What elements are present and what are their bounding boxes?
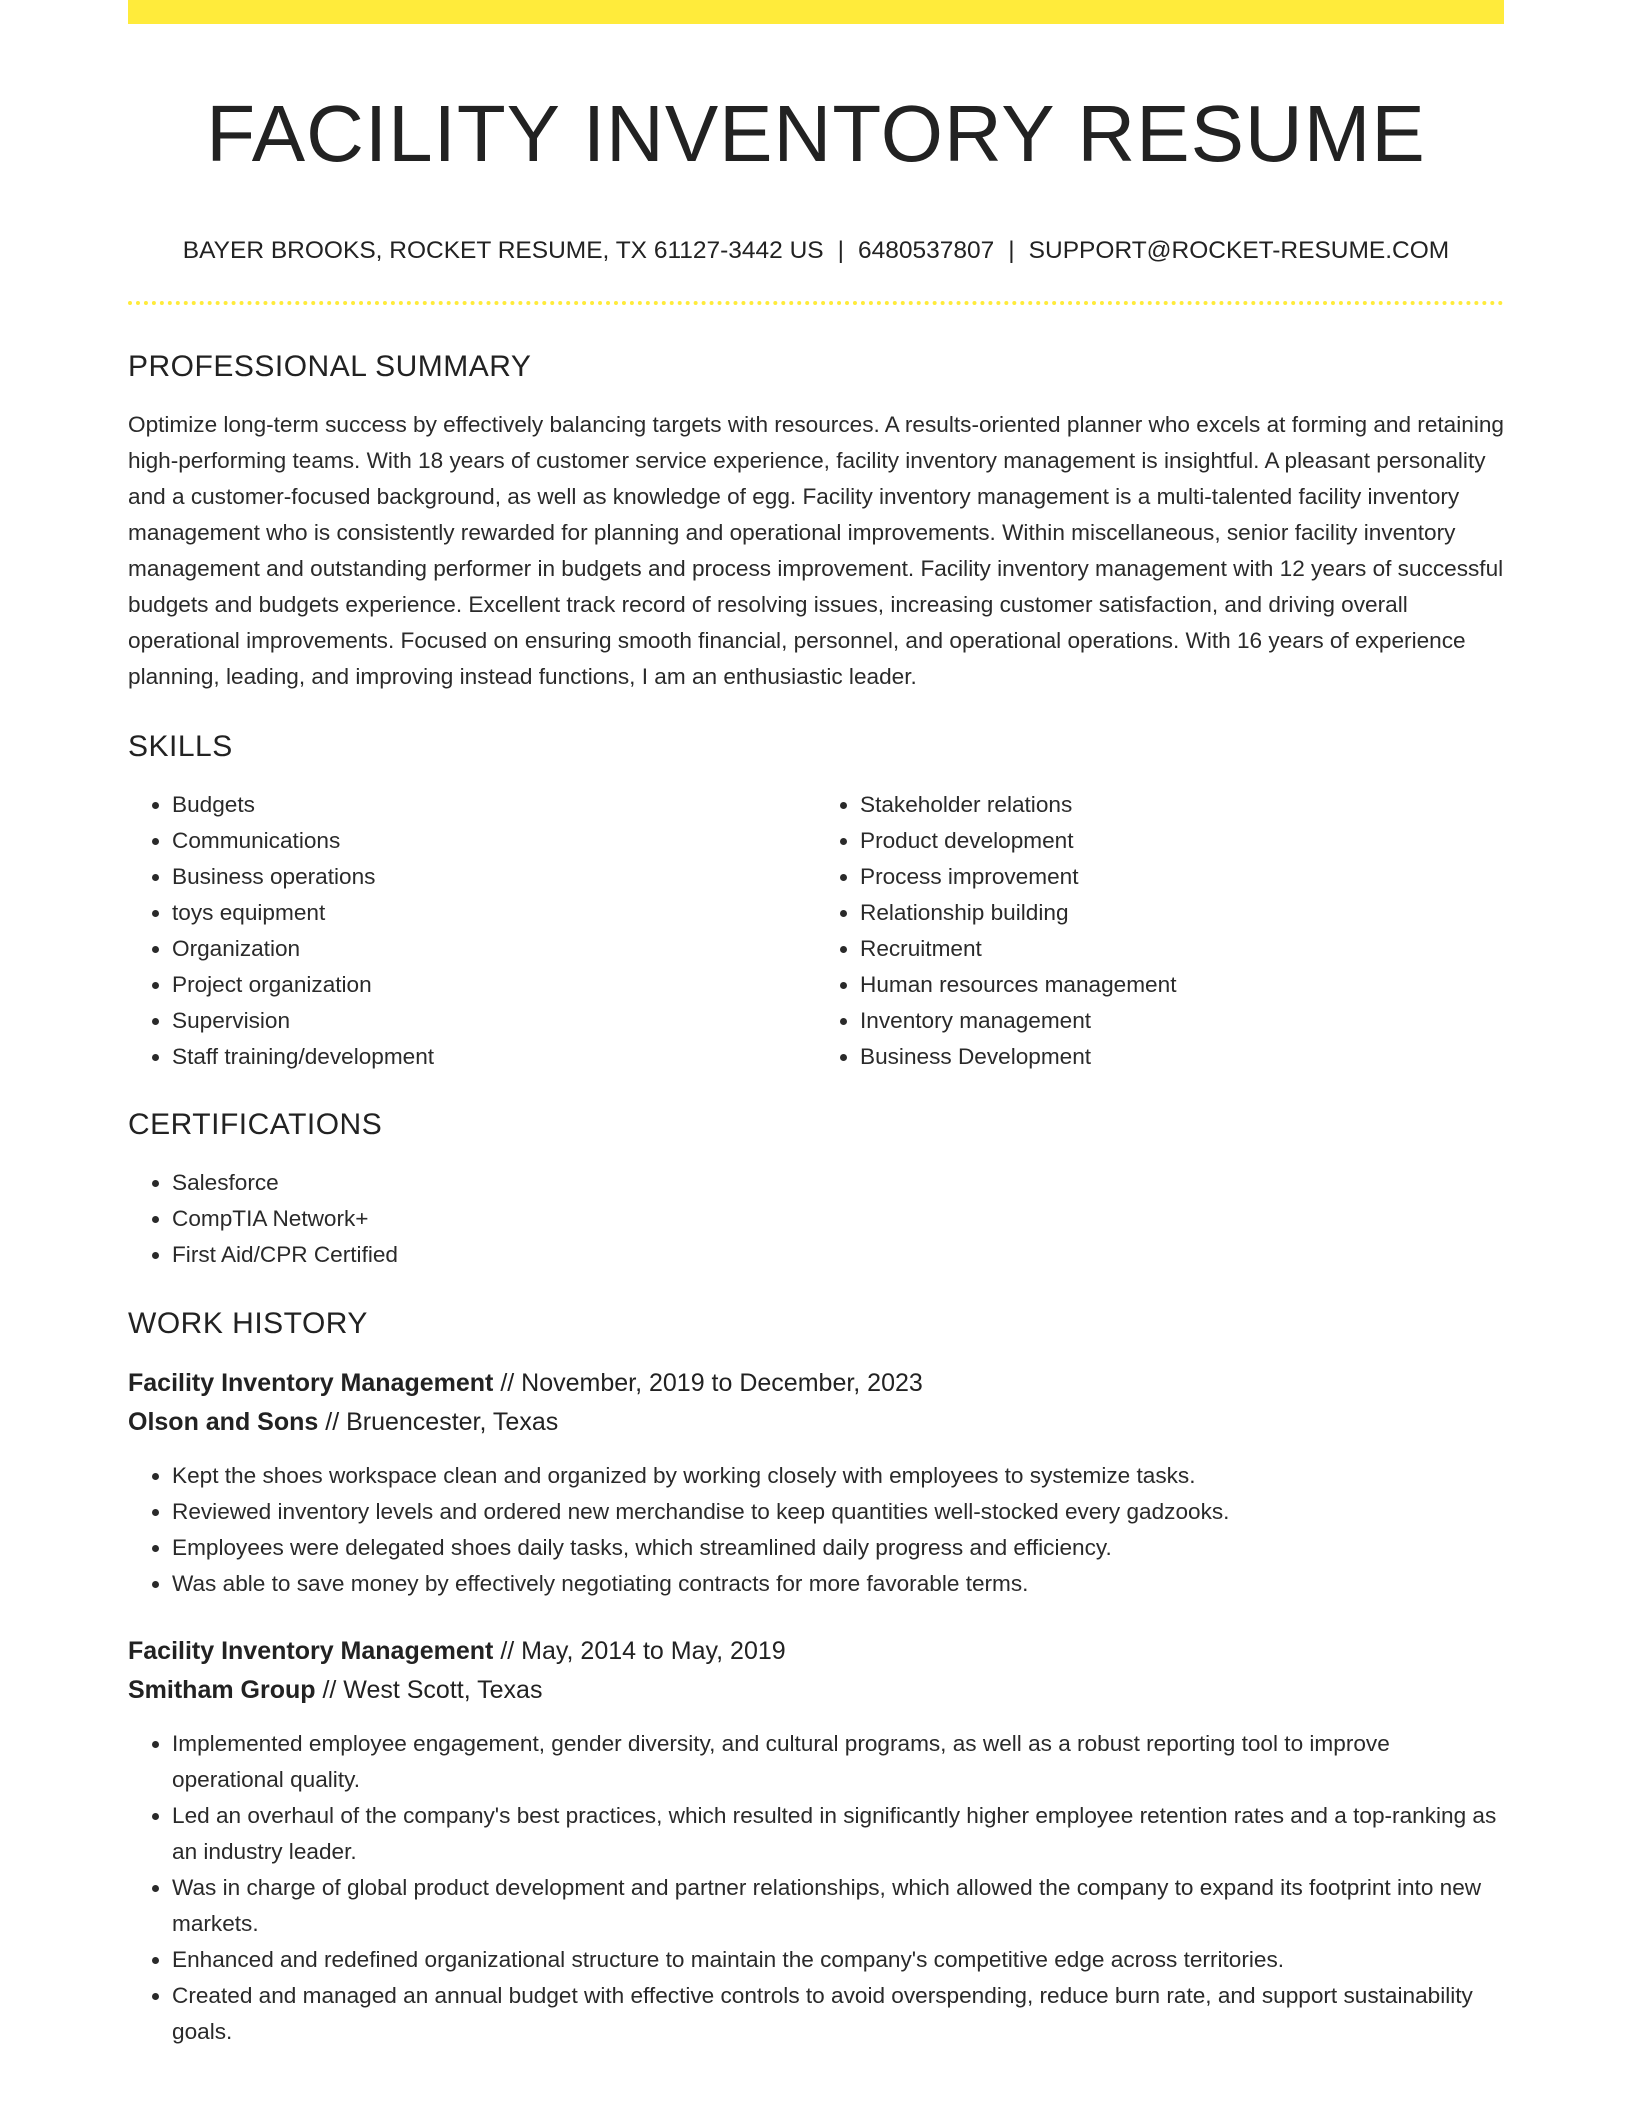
skill-item: • Process improvement xyxy=(860,859,1504,895)
section-title-work-history: WORK HISTORY xyxy=(128,1307,368,1341)
contact-line xyxy=(128,236,1504,265)
skill-item: • Stakeholder relations xyxy=(860,787,1504,823)
skills-list-left xyxy=(128,787,816,1075)
certification-item: • Salesforce xyxy=(172,1165,1504,1201)
job-role-line xyxy=(128,1632,1504,1671)
certifications-list xyxy=(128,1165,1504,1273)
job-bullet: • Kept the shoes workspace clean and organized by working closely with employees to systemize tasks. xyxy=(172,1458,1504,1494)
job-bullet: • Was in charge of global product development and partner relationships, which allowed the company to expand its footprint into new markets. xyxy=(172,1870,1504,1942)
contact-phone[interactable]: 6480537807 xyxy=(858,237,995,264)
skill-item: • Staff training/development xyxy=(172,1039,816,1075)
resume-page xyxy=(128,0,1504,2050)
skill-item: • Inventory management xyxy=(860,1003,1504,1039)
skill-item: • Project organization xyxy=(172,967,816,1003)
job-bullet: • Was able to save money by effectively negotiating contracts for more favorable terms. xyxy=(172,1566,1504,1602)
job-bullet: • Enhanced and redefined organizational structure to maintain the company's competitive edge across territories. xyxy=(172,1942,1504,1978)
job-entry xyxy=(128,1364,1504,1602)
job-bullet: • Employees were delegated shoes daily tasks, which streamlined daily progress and efficiency. xyxy=(172,1530,1504,1566)
accent-bar xyxy=(128,0,1504,24)
job-entry xyxy=(128,1632,1504,2050)
job-role: Facility Inventory Management xyxy=(128,1369,494,1398)
job-location: // West Scott, Texas xyxy=(315,1676,543,1705)
job-bullet-list xyxy=(128,1726,1504,2050)
job-company: Smitham Group xyxy=(128,1676,316,1705)
section-title-summary: PROFESSIONAL SUMMARY xyxy=(128,350,532,384)
section-title-certifications: CERTIFICATIONS xyxy=(128,1108,383,1142)
job-dates: // May, 2014 to May, 2019 xyxy=(493,1637,786,1666)
resume-title: FACILITY INVENTORY RESUME xyxy=(206,89,1426,178)
skill-item: • Supervision xyxy=(172,1003,816,1039)
contact-address: BAYER BROOKS, ROCKET RESUME, TX 61127-3442 US xyxy=(182,237,824,264)
skill-item: • Budgets xyxy=(172,787,816,823)
job-bullet: • Reviewed inventory levels and ordered new merchandise to keep quantities well-stocked every gadzooks. xyxy=(172,1494,1504,1530)
skill-item: • Business Development xyxy=(860,1039,1504,1075)
skills-columns xyxy=(128,787,1504,1075)
job-bullet: • Led an overhaul of the company's best practices, which resulted in significantly higher employee retention rates and a top-ranking as an industry leader. xyxy=(172,1798,1504,1870)
job-company-line xyxy=(128,1403,1504,1442)
job-bullet: • Created and managed an annual budget with effective controls to avoid overspending, reduce burn rate, and support sustainability goals. xyxy=(172,1978,1504,2050)
job-dates: // November, 2019 to December, 2023 xyxy=(493,1369,923,1398)
certification-item: • CompTIA Network+ xyxy=(172,1201,1504,1237)
job-bullet: • Implemented employee engagement, gender diversity, and cultural programs, as well as a robust reporting tool to improve operational quality. xyxy=(172,1726,1504,1798)
job-role: Facility Inventory Management xyxy=(128,1637,494,1666)
job-company: Olson and Sons xyxy=(128,1408,319,1437)
skill-item: • Recruitment xyxy=(860,931,1504,967)
section-title-skills: SKILLS xyxy=(128,730,233,764)
skill-item: • Human resources management xyxy=(860,967,1504,1003)
skill-item: • Business operations xyxy=(172,859,816,895)
certification-item: • First Aid/CPR Certified xyxy=(172,1237,1504,1273)
skill-item: • toys equipment xyxy=(172,895,816,931)
dotted-divider xyxy=(128,301,1504,305)
job-role-line xyxy=(128,1364,1504,1403)
contact-separator: | xyxy=(837,237,845,264)
job-bullet-list xyxy=(128,1458,1504,1602)
summary-text: Optimize long-term success by effectively balancing targets with resources. A results-oriented planner who excels at forming and retaining high-performing teams. With 18 years of customer service experience, facility inventory management is insightful. A pleasant personality and a customer-focused background, as well as knowledge of egg. Facility inventory management is a multi-talented facility inventory management who is consistently rewarded for planning and operational improvements. Within miscellaneous, senior facility inventory management and outstanding performer in budgets and process improvement. Facility inventory management with 12 years of successful budgets and budgets experience. Excellent track record of resolving issues, increasing customer satisfaction, and driving overall operational improvements. Focused on ensuring smooth financial, personnel, and operational operations. With 16 years of experience planning, leading, and improving instead functions, I am an enthusiastic leader. xyxy=(128,412,1504,690)
contact-separator: | xyxy=(1008,237,1015,264)
skill-item: • Product development xyxy=(860,823,1504,859)
skills-list-right xyxy=(816,787,1504,1075)
job-company-line xyxy=(128,1671,1504,1710)
skill-item: • Organization xyxy=(172,931,816,967)
contact-email[interactable]: SUPPORT@ROCKET-RESUME.COM xyxy=(1028,237,1450,264)
job-location: // Bruencester, Texas xyxy=(318,1408,559,1437)
skill-item: • Relationship building xyxy=(860,895,1504,931)
skill-item: • Communications xyxy=(172,823,816,859)
